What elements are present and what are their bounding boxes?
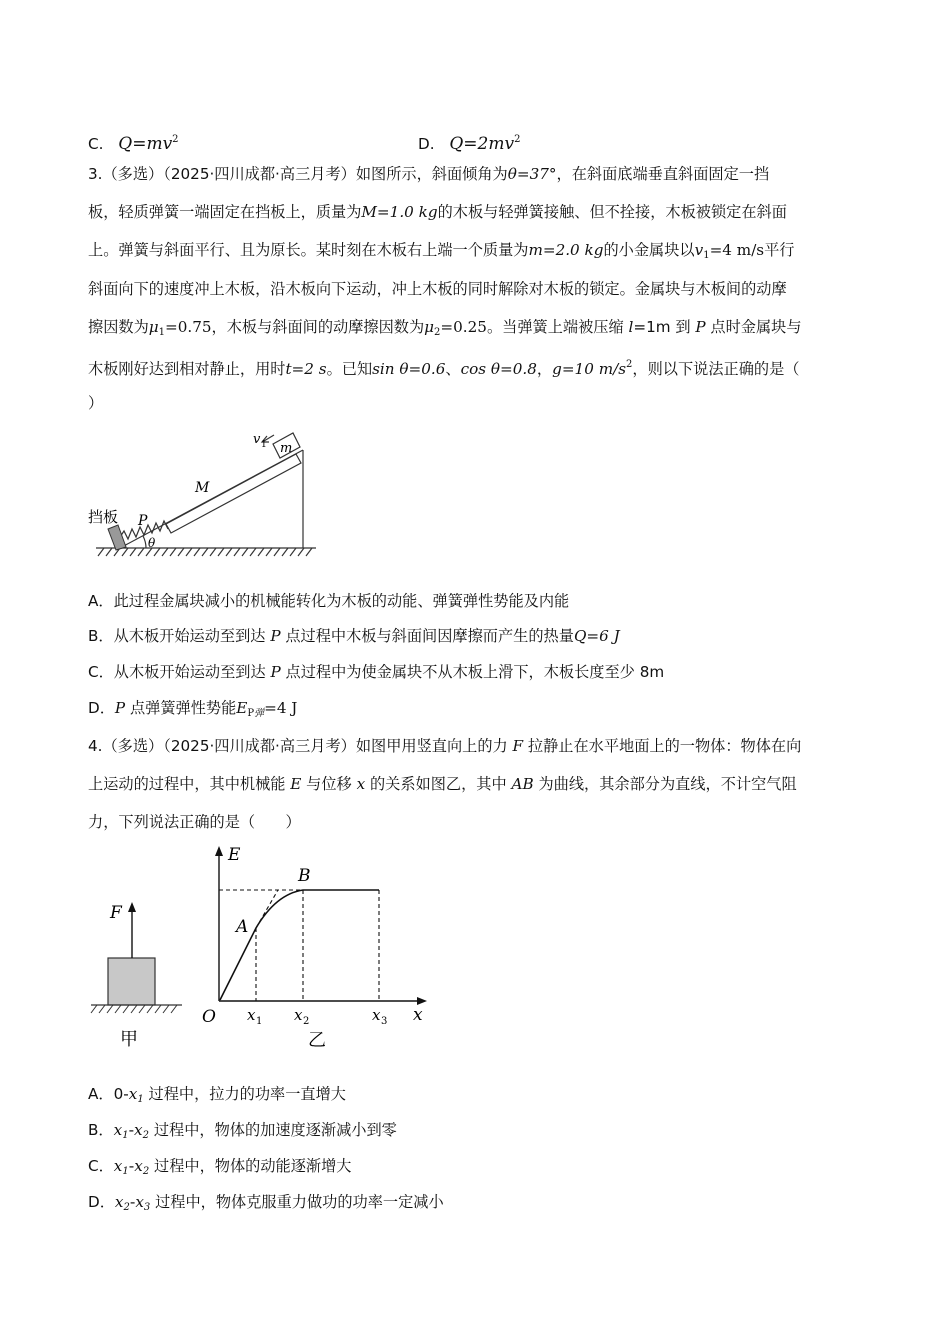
formula: x <box>114 1193 124 1211</box>
q4-option-b <box>88 1118 397 1148</box>
baffle <box>108 525 126 550</box>
formula: F <box>512 737 524 755</box>
point-A-label: A <box>236 917 249 937</box>
subscript: 1 <box>122 1166 129 1177</box>
subscript: 1 <box>158 327 165 338</box>
v1-label: v <box>253 432 261 447</box>
origin-label: O <box>202 1007 216 1027</box>
text: 的木板与轻弹簧接触、但不拴接，木板被锁定在斜面 <box>437 203 787 221</box>
formula: x <box>134 1157 143 1175</box>
q4-line-3: 力，下列说法正确的是（ ） <box>88 813 301 831</box>
theta-label: θ <box>148 536 156 550</box>
subscript: 3 <box>143 1202 151 1213</box>
formula: x <box>113 1157 123 1175</box>
board-M <box>166 454 301 533</box>
q4-option-d <box>88 1190 444 1220</box>
formula: μ <box>148 318 159 336</box>
formula: g=10 m/s <box>552 360 627 378</box>
text: 3.（多选）（2025·四川成都·高三月考）如图所示，斜面倾角为 <box>88 165 508 183</box>
angle-arc <box>143 536 146 548</box>
text: 木板刚好达到相对静止，用时 <box>88 360 286 378</box>
text: D． <box>88 699 115 717</box>
text: - <box>128 1121 135 1139</box>
text: 的关系如图乙，其中 <box>365 775 512 793</box>
q3-line-2 <box>88 200 787 224</box>
superscript: 2 <box>172 134 179 145</box>
formula: P <box>114 699 126 717</box>
text: 点过程中为使金属块不从木板上滑下，木板长度至少 8m <box>280 663 665 681</box>
v1-subscript: 1 <box>261 440 267 450</box>
formula: =4 J <box>264 699 298 717</box>
text: 的小金属块以 <box>603 241 695 259</box>
text: 擦因数为 <box>88 318 149 336</box>
text: A．0- <box>88 1085 129 1103</box>
superscript: 2 <box>514 134 521 145</box>
floor-hatch <box>91 1005 177 1013</box>
x-axis-arrowhead <box>417 997 427 1005</box>
q3-line-4: 斜面向下的速度冲上木板，沿木板向下运动，冲上木板的同时解除对木板的锁定。金属块与木板间的动摩 <box>88 280 787 298</box>
board-M-label: M <box>195 480 210 496</box>
ground-hatch <box>98 548 312 556</box>
x2-label: x <box>294 1006 303 1024</box>
text: - <box>128 1157 135 1175</box>
formula: x <box>135 1193 144 1211</box>
q3-option-d <box>88 696 297 726</box>
baffle-label: 挡板 <box>88 508 119 526</box>
x-axis-label: x <box>413 1005 423 1025</box>
q3-line-3 <box>88 238 794 268</box>
text: B． <box>88 1121 114 1139</box>
formula: m=2.0 kg <box>528 241 604 259</box>
text: 。当弹簧上端被压缩 <box>486 318 629 336</box>
subscript: 弹 <box>254 708 265 719</box>
figure-yi <box>202 845 427 1051</box>
text: 与位移 <box>301 775 357 793</box>
q4-option-c <box>88 1154 351 1184</box>
formula: P <box>270 663 281 681</box>
point-B-label: B <box>298 866 311 886</box>
formula: cos θ=0.8 <box>460 360 537 378</box>
formula: Q=6 J <box>573 627 620 645</box>
subscript: 2 <box>123 1202 130 1213</box>
formula: x <box>134 1121 143 1139</box>
x3-subscript: 3 <box>381 1016 388 1027</box>
text: 点过程中木板与斜面间因摩擦而产生的热量 <box>280 627 574 645</box>
q3-option-b <box>88 624 620 648</box>
subscript: 1 <box>122 1130 129 1141</box>
energy-curve <box>220 890 379 1000</box>
formula: t=2 s <box>285 360 327 378</box>
x1-subscript: 1 <box>256 1016 263 1027</box>
text: 为曲线，其余部分为直线，不计空气阻 <box>533 775 797 793</box>
subscript: P <box>247 708 255 719</box>
text: ， <box>536 360 553 378</box>
text: 过程中，物体的动能逐渐增大 <box>149 1157 352 1175</box>
text: 、 <box>445 360 461 378</box>
formula: AB <box>511 775 534 793</box>
block-m-label: m <box>280 441 293 456</box>
q3-line-6 <box>88 353 799 381</box>
formula: =0.25 <box>440 318 487 336</box>
formula: l <box>628 318 634 336</box>
x2-subscript: 2 <box>303 1016 310 1027</box>
formula: θ=37° <box>507 165 557 183</box>
subscript: 2 <box>142 1166 150 1177</box>
text: 板，轻质弹簧一端固定在挡板上，质量为 <box>88 203 362 221</box>
incline-figure <box>86 425 326 565</box>
formula: =0.75 <box>165 318 212 336</box>
text: 平行 <box>764 241 795 259</box>
x3-label: x <box>372 1006 381 1024</box>
text: C．从木板开始运动至到达 <box>88 663 271 681</box>
e-axis-label: E <box>228 845 241 865</box>
formula: E <box>236 699 248 717</box>
formula: x <box>128 1085 138 1103</box>
text: 上运动的过程中，其中机械能 <box>88 775 291 793</box>
superscript: 2 <box>626 359 633 370</box>
option-d-prev <box>418 128 520 156</box>
force-label: F <box>110 903 122 923</box>
figure-jia <box>91 902 182 1050</box>
e-axis-arrowhead <box>215 846 223 856</box>
formula: P <box>695 318 706 336</box>
subscript: 2 <box>434 327 441 338</box>
q4-option-a <box>88 1082 346 1112</box>
q4-line-1 <box>88 734 801 758</box>
q3-line-7: ） <box>88 394 104 412</box>
q3-line-5 <box>88 315 802 345</box>
option-letter: D. <box>418 135 435 153</box>
text: C． <box>88 1157 114 1175</box>
formula: sin θ=0.6 <box>372 360 446 378</box>
formula: P <box>270 627 281 645</box>
subscript: 1 <box>137 1094 144 1105</box>
text: ，则以下说法正确的是（ <box>632 360 800 378</box>
formula: x <box>356 775 366 793</box>
text: =1m 到 <box>633 318 696 336</box>
yi-label: 乙 <box>308 1030 326 1051</box>
jia-label: 甲 <box>120 1029 138 1050</box>
text: 过程中，拉力的功率一直增大 <box>143 1085 346 1103</box>
formula: x <box>113 1121 123 1139</box>
formula: Q=2mv <box>449 134 515 154</box>
text: 。已知 <box>326 360 373 378</box>
q3-option-c <box>88 660 664 684</box>
text: 上。弹簧与斜面平行、且为原长。某时刻在木板右上端一个质量为 <box>88 241 529 259</box>
block <box>108 958 155 1005</box>
text: D． <box>88 1193 115 1211</box>
formula: =4 m/s <box>709 241 765 259</box>
text: 过程中，物体的加速度逐渐减小到零 <box>149 1121 397 1139</box>
formula: v <box>694 241 704 259</box>
point-P-label: P <box>138 513 148 529</box>
option-letter: C. <box>88 135 104 153</box>
subscript: 2 <box>142 1130 149 1141</box>
x1-label: x <box>247 1006 256 1024</box>
formula: Q=mv <box>118 134 173 154</box>
text: 点弹簧弹性势能 <box>125 699 237 717</box>
subscript: 1 <box>703 250 710 261</box>
text: ，木板与斜面间的动摩擦因数为 <box>211 318 425 336</box>
force-arrowhead <box>128 902 136 912</box>
q3-line-1 <box>88 162 769 186</box>
formula: μ <box>424 318 435 336</box>
q3-option-a: A．此过程金属块减小的机械能转化为木板的动能、弹簧弹性势能及内能 <box>88 592 570 610</box>
formula: M=1.0 kg <box>361 203 438 221</box>
text: - <box>129 1193 136 1211</box>
text: 拉静止在水平地面上的一物体：物体在向 <box>523 737 802 755</box>
text: 4.（多选）（2025·四川成都·高三月考）如图甲用竖直向上的力 <box>88 737 513 755</box>
text: B．从木板开始运动至到达 <box>88 627 271 645</box>
text: 过程中，物体克服重力做功的功率一定减小 <box>150 1193 444 1211</box>
text: 点时金属块与 <box>705 318 802 336</box>
q4-line-2 <box>88 772 797 796</box>
text: ，在斜面底端垂直斜面固定一挡 <box>556 165 770 183</box>
option-c-prev <box>88 128 179 156</box>
dashed-guides <box>219 890 379 1001</box>
formula: E <box>290 775 302 793</box>
energy-figure <box>86 838 436 1058</box>
